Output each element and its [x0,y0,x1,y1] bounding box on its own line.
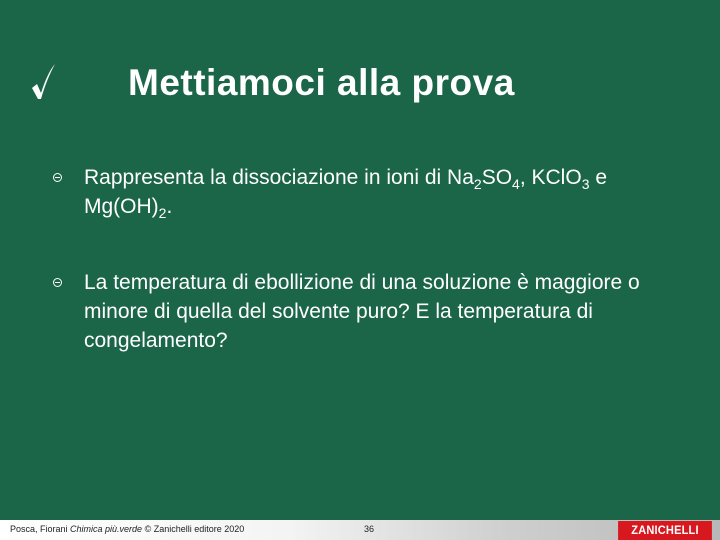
page-number: 36 [364,524,375,534]
footer-publisher-credit: © Zanichelli editore 2020 [142,524,245,534]
footer-book-title: Chimica più.verde [70,524,143,534]
footer-credit [10,524,244,534]
bullet-icon [53,173,62,182]
bullet-item [50,163,670,221]
publisher-logo: ZANICHELLI [618,521,712,540]
bullet-item [50,268,670,355]
bullet-icon [53,278,62,287]
subscript: 2 [158,205,167,221]
checkmark-icon [30,62,56,102]
bullet-text: La temperatura di ebollizione di una soluzione è maggiore o minore di quella del solvente puro? E la temperatura di congelamento? [84,271,640,352]
subscript: 3 [581,176,590,192]
subscript: 2 [473,176,482,192]
slide-title: Mettiamoci alla prova [128,62,515,103]
footer-authors: Posca, Fiorani [10,524,71,534]
subscript: 4 [512,176,520,192]
bullet-text: Rappresenta la dissociazione in ioni di $Na_2SO_4$, KClO$_3$ e $Mg(OH)_2$. [84,166,607,221]
bullet-list [50,163,670,355]
